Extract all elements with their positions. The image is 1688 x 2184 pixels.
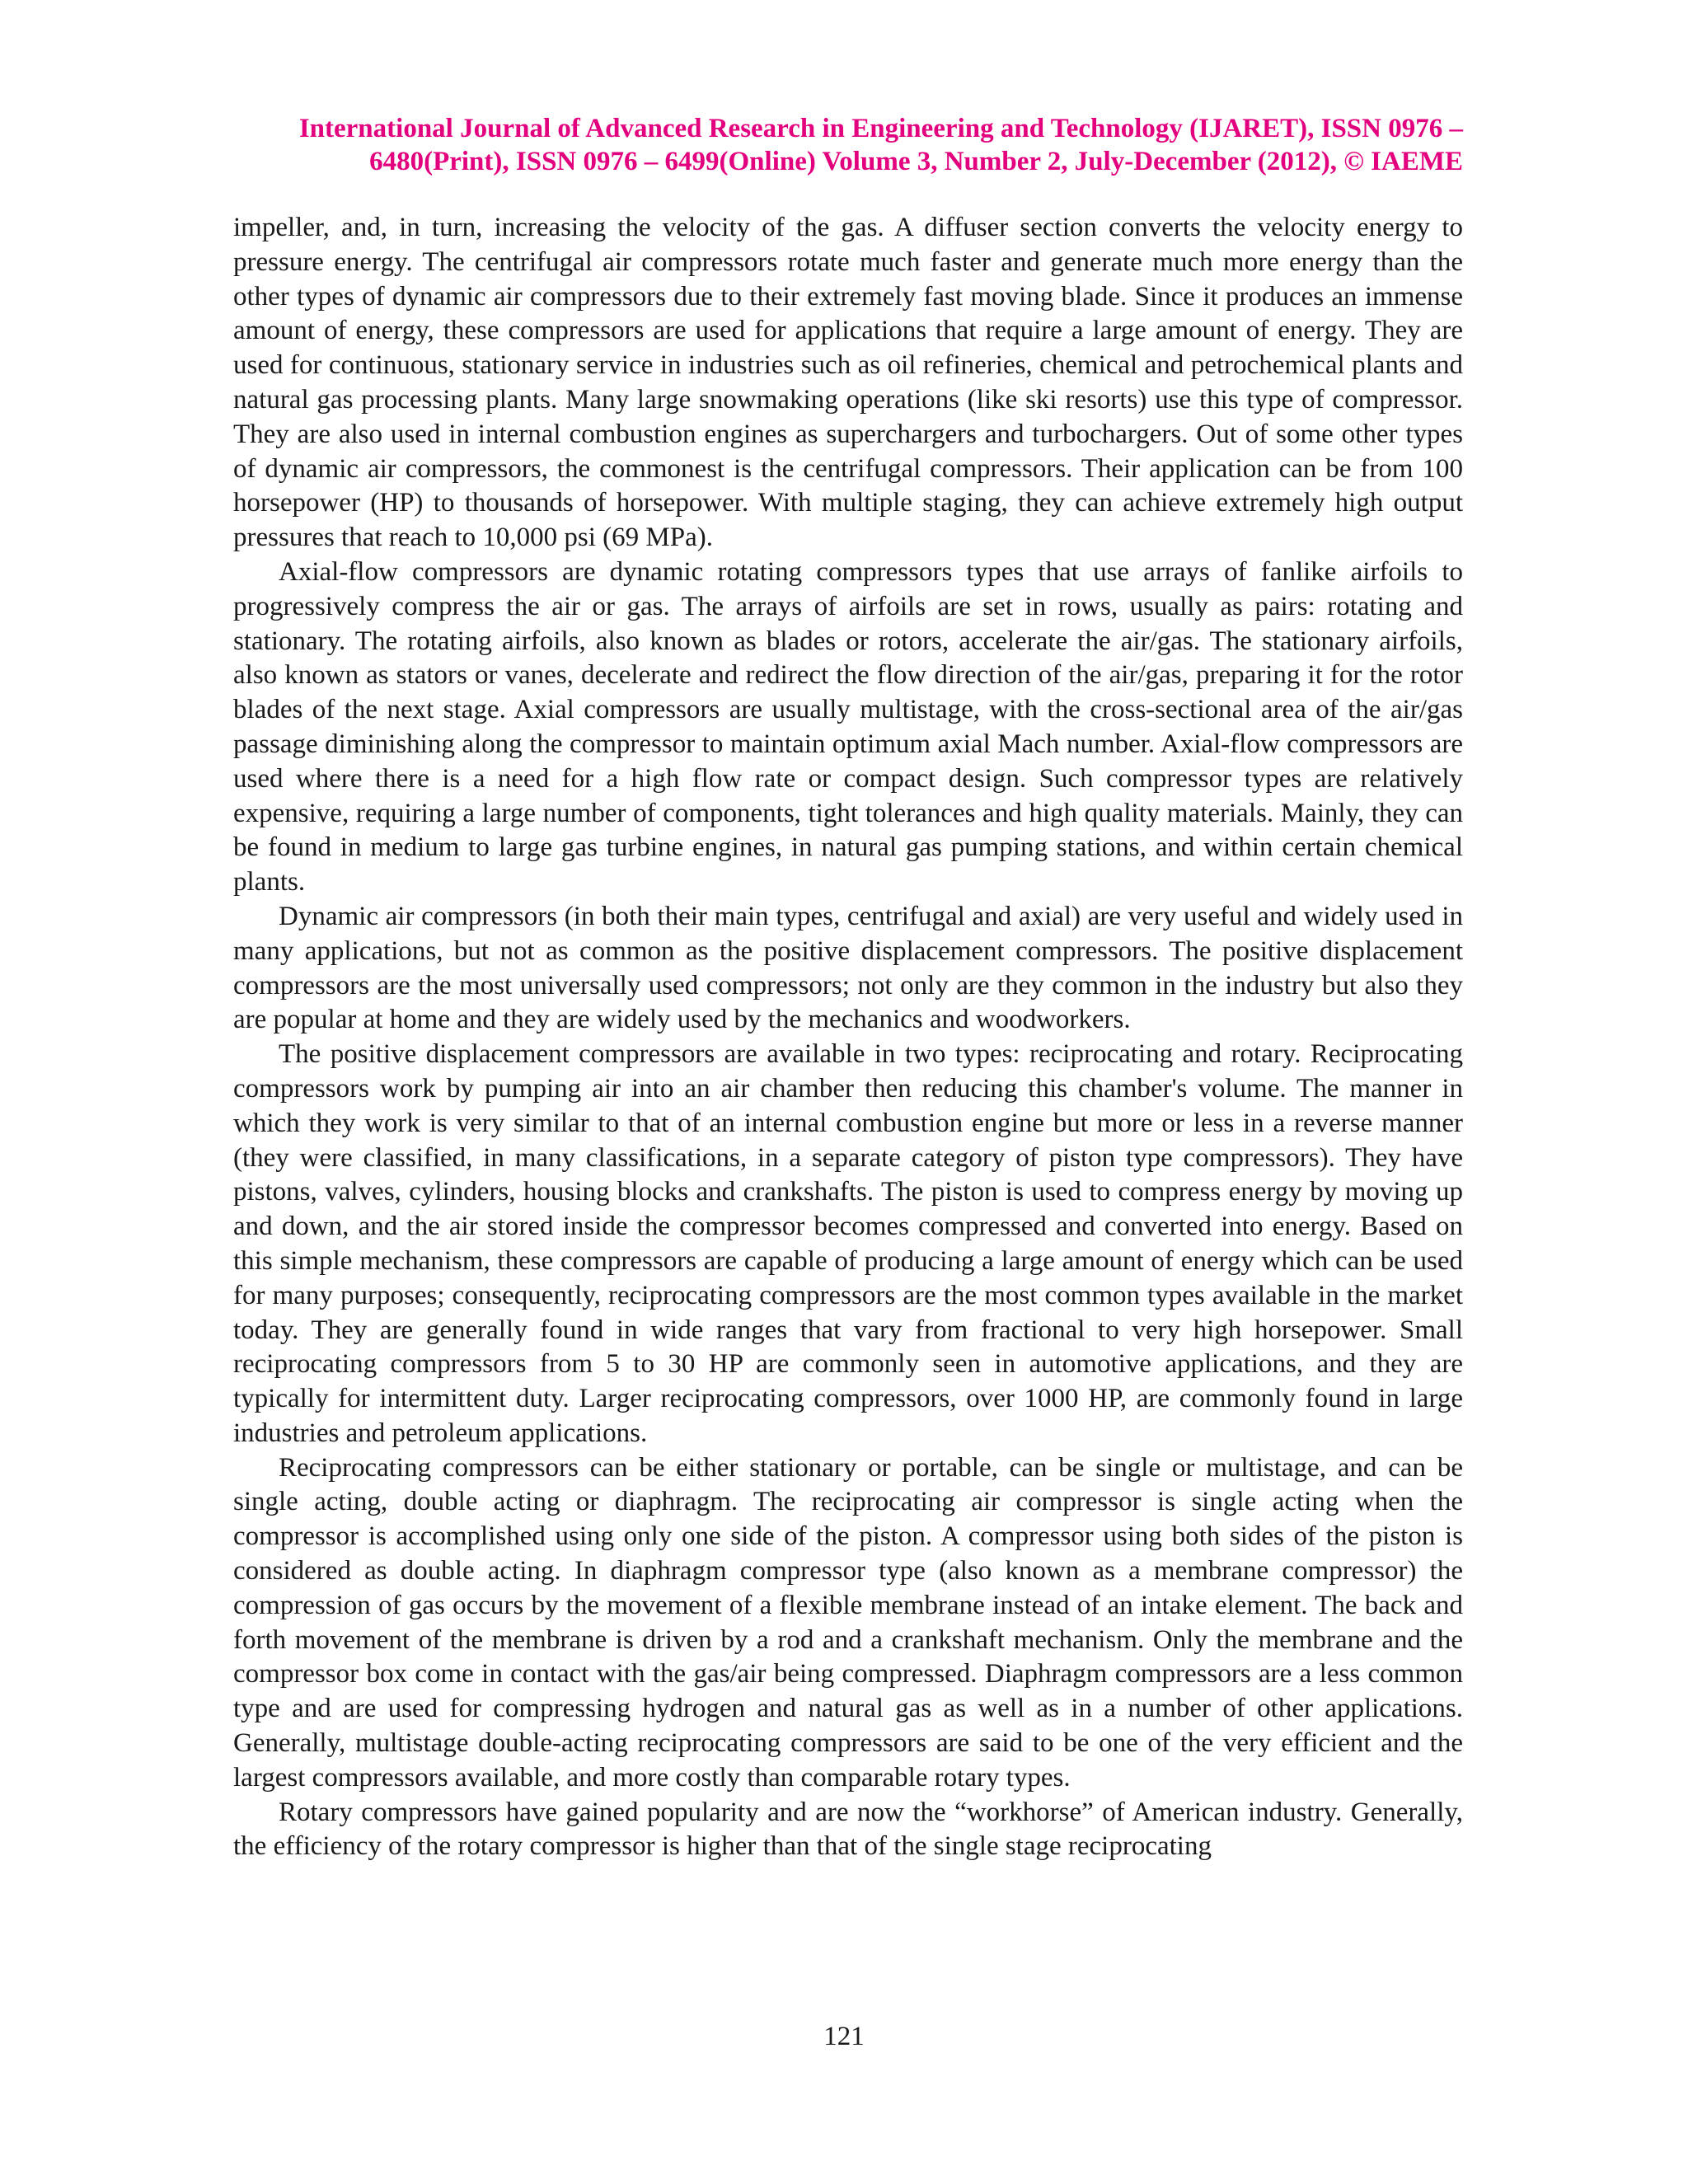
paragraph: Axial-flow compressors are dynamic rotating compressors types that use arrays of fanlike airfoils to progressively compress the air or gas. The arrays of airfoils are set in rows, usually as pairs: rotating and stationary. The rotating airfoils, also known as blades or rotors, accelerate the air/gas. The stationary airfoils, also known as stators or vanes, decelerate and redirect the flow direction of the air/gas, preparing it for the rotor blades of the next stage. Axial compressors are usually multistage, with the cross-sectional area of the air/gas passage diminishing along the compressor to maintain optimum axial Mach number. Axial-flow compressors are used where there is a need for a high flow rate or compact design. Such compressor types are relatively expensive, requiring a large number of components, tight tolerances and high quality materials. Mainly, they can be found in medium to large gas turbine engines, in natural gas pumping stations, and within certain chemical plants. [233,556,1463,898]
paragraph: The positive displacement compressors are available in two types: reciprocating and rotary. Reciprocating compressors work by pumping air into an air chamber then reducing this chamber's volume. The manner in which they work is very similar to that of an internal combustion engine but more or less in a reverse manner (they were classified, in many classifications, in a separate category of piston type compressors). They have pistons, valves, cylinders, housing blocks and crankshafts. The piston is used to compress energy by moving up and down, and the air stored inside the compressor becomes compressed and converted into energy. Based on this simple mechanism, these compressors are capable of producing a large amount of energy which can be used for many purposes; consequently, reciprocating compressors are the most common types available in the market today. They are generally found in wide ranges that vary from fractional to very high horsepower. Small reciprocating compressors from 5 to 30 HP are commonly seen in automotive applications, and they are typically for intermittent duty. Larger reciprocating compressors, over 1000 HP, are commonly found in large industries and petroleum applications. [233,1039,1463,1448]
journal-header-line-1: International Journal of Advanced Research in Engineering and Technology (IJARET), ISSN 0976 – [298,114,1463,143]
paragraph: impeller, and, in turn, increasing the velocity of the gas. A diffuser section converts the velocity energy to pressure energy. The centrifugal air compressors rotate much faster and generate much more energy than the other types of dynamic air compressors due to their extremely fast moving blade. Since it produces an immense amount of energy, these compressors are used for applications that require a large amount of energy. They are used for continuous, stationary service in industries such as oil refineries, chemical and petrochemical plants and natural gas processing plants. Many large snowmaking operations (like ski resorts) use this type of compressor. They are also used in internal combustion engines as superchargers and turbochargers. Out of some other types of dynamic air compressors, the commonest is the centrifugal compressors. Their application can be from 100 horsepower (HP) to thousands of horsepower. With multiple staging, they can achieve extremely high output pressures that reach to 10,000 psi (69 MPa). [233,213,1463,553]
paragraph: Reciprocating compressors can be either stationary or portable, can be single or multistage, and can be single acting, double acting or diaphragm. The reciprocating air compressor is single acting when the compressor is accomplished using only one side of the piston. A compressor using both sides of the piston is considered as double acting. In diaphragm compressor type (also known as a membrane compressor) the compression of gas occurs by the movement of a flexible membrane instead of an intake element. The back and forth movement of the membrane is driven by a rod and a crankshaft mechanism. Only the membrane and the compressor box come in contact with the gas/air being compressed. Diaphragm compressors are a less common type and are used for compressing hydrogen and natural gas as well as in a number of other applications. Generally, multistage double-acting reciprocating compressors are said to be one of the very efficient and the largest compressors available, and more costly than comparable rotary types. [233,1452,1463,1793]
journal-header-line-2: 6480(Print), ISSN 0976 – 6499(Online) Volume 3, Number 2, July-December (2012), © IAEME [369,147,1463,176]
paragraph: Rotary compressors have gained popularity and are now the “workhorse” of American industry. Generally, the efficiency of the rotary compressor is higher than that of the single stage reciprocating [233,1797,1463,1862]
paragraph: Dynamic air compressors (in both their main types, centrifugal and axial) are very useful and widely used in many applications, but not as common as the positive displacement compressors. The positive displacement compressors are the most universally used compressors; not only are they common in the industry but also they are popular at home and they are widely used by the mechanics and woodworkers. [233,901,1463,1035]
journal-header [206,112,1463,178]
page-number: 121 [823,2022,865,2051]
article-body [233,211,1463,1864]
